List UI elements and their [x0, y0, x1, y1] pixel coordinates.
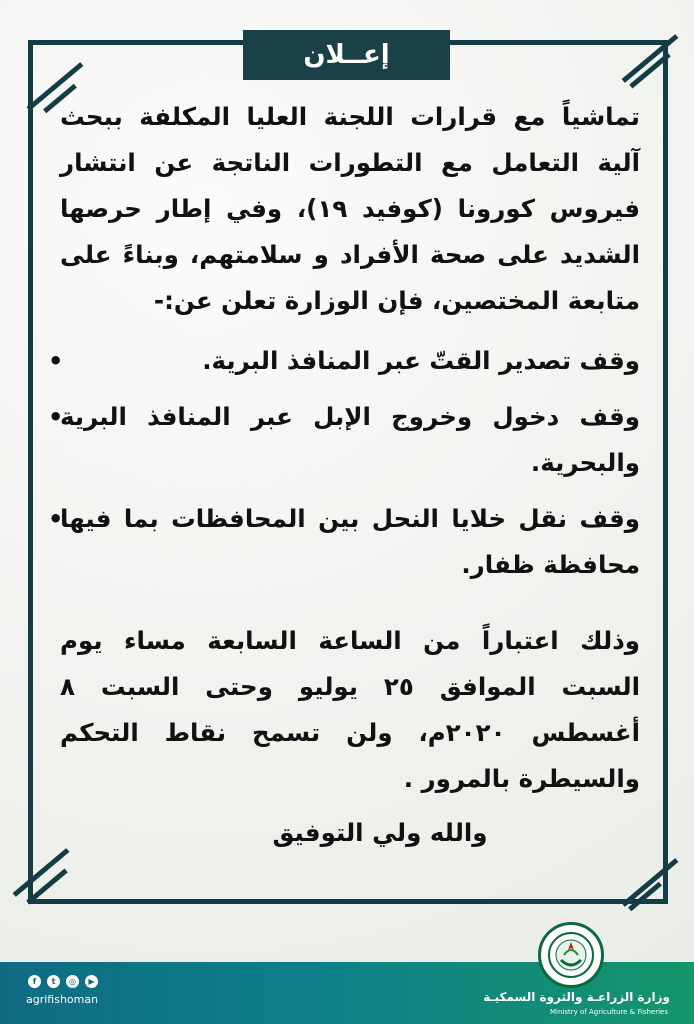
bullet-icon: •: [48, 403, 64, 431]
social-links: [28, 975, 98, 988]
announcement-body: [48, 94, 641, 856]
ministry-name-arabic: وزارة الزراعـة والثروة السمكيـة: [483, 990, 670, 1004]
facebook-icon[interactable]: f: [28, 975, 41, 988]
bullet-icon: •: [48, 505, 64, 533]
intro-paragraph: تماشياً مع قرارات اللجنة العليا المكلفة ببحث آلية التعامل مع التطورات الناتجة عن انتشار فيروس كورونا (كوفيد ١٩)، وفي إطار حرصها الشديد على صحة الأفراد و سلامتهم، وبناءً على متابعة المختصين، فإن الوزارة تعلن عن:-: [60, 102, 641, 315]
ministry-logo: [538, 922, 604, 988]
signoff: والله ولي التوفيق: [272, 818, 488, 847]
announcement-title: إعــلان: [243, 30, 450, 80]
list-item: [48, 496, 640, 588]
list-item-text: وقف نقل خلايا النحل بين المحافظات بما فيها محافظة ظفار.: [60, 504, 640, 579]
instagram-icon[interactable]: ◎: [66, 975, 79, 988]
ministry-name-english: Ministry of Agriculture & Fisheries: [549, 1008, 668, 1016]
list-item: [48, 338, 640, 384]
bullet-icon: •: [48, 347, 64, 375]
list-item: [48, 394, 640, 486]
twitter-icon[interactable]: t: [47, 975, 60, 988]
list-item-text: وقف دخول وخروج الإبل عبر المنافذ البرية والبحرية.: [60, 402, 640, 477]
closing-paragraph: وذلك اعتباراً من الساعة السابعة مساء يوم السبت الموافق ٢٥ يوليو وحتى السبت ٨ أغسطس ٢٠٢٠م، ولن تسمح نقاط التحكم والسيطرة بالمرور .: [60, 626, 641, 793]
youtube-icon[interactable]: ▶: [85, 975, 98, 988]
decision-list: [48, 338, 640, 588]
social-handle[interactable]: agrifishoman: [26, 993, 99, 1006]
list-item-text: وقف تصدير القتّ عبر المنافذ البرية.: [202, 346, 640, 375]
